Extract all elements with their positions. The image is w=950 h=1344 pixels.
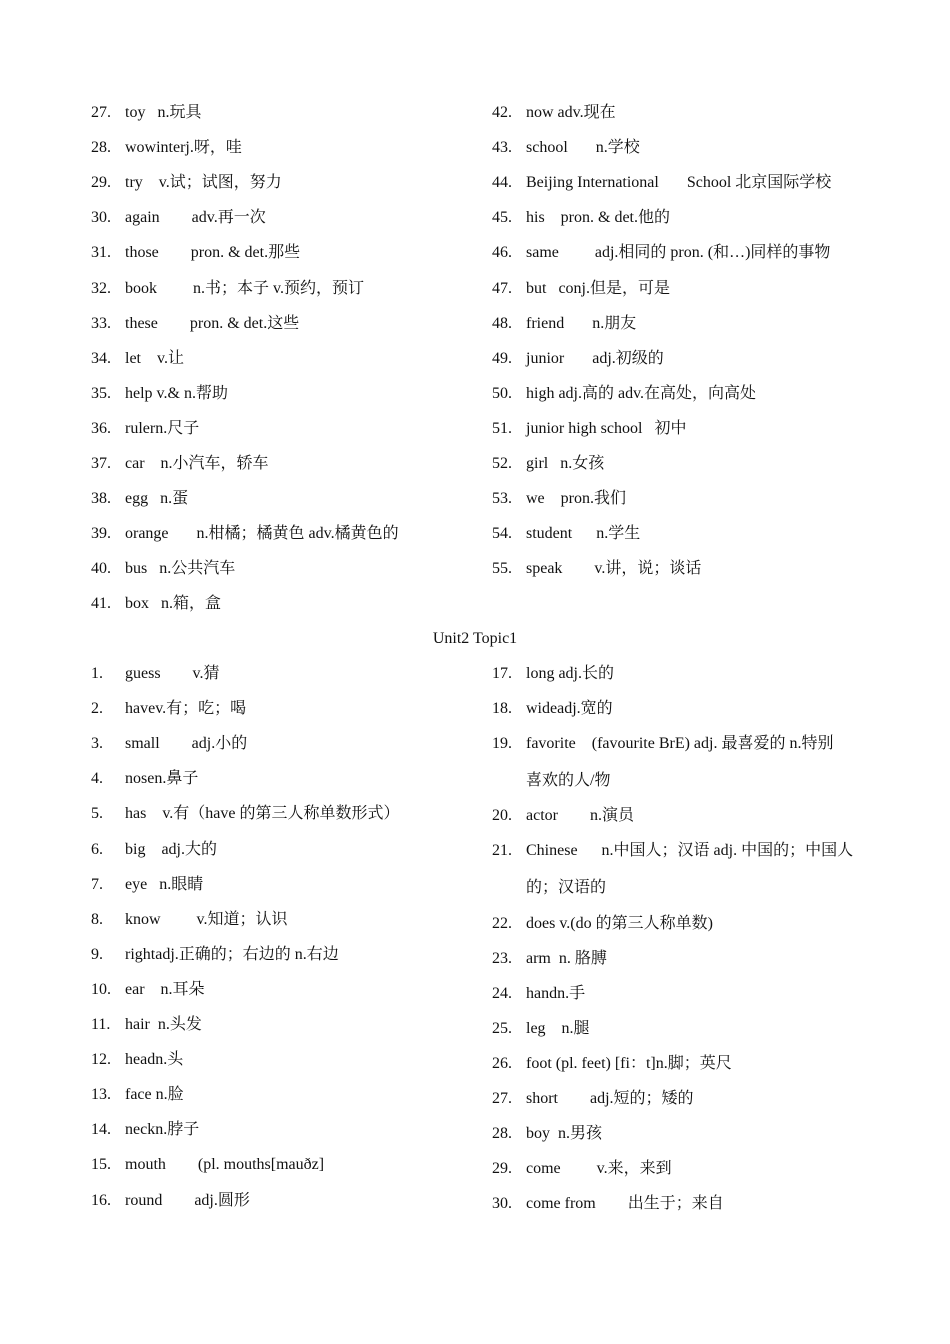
vocab-item-number: 37. xyxy=(91,455,111,472)
vocab-item-entry: has v.有（have 的第三人称单数形式） xyxy=(125,805,400,823)
vocab-item-entry: those pron. & det.那些 xyxy=(125,244,301,262)
vocab-item-number: 18. xyxy=(492,700,512,718)
vocab-item-entry: wowinterj.呀，哇 xyxy=(125,139,242,157)
vocab-item-entry: favorite (favourite BrE) adj. 最喜爱的 n.特别 xyxy=(526,735,834,753)
vocab-item-number: 30. xyxy=(492,1195,512,1213)
vocab-item-entry: speak v.讲，说；谈话 xyxy=(526,560,702,578)
vocab-item-entry: Chinese n.中国人；汉语 adj. 中国的；中国人 xyxy=(526,842,854,860)
vocab-item-number: 6. xyxy=(91,840,103,858)
vocab-item-number: 10. xyxy=(91,980,111,998)
vocab-item-entry: junior high school 初中 xyxy=(526,419,687,437)
vocab-item-entry: orange n.柑橘；橘黄色 adv.橘黄色的 xyxy=(125,525,399,543)
vocab-item-entry: havev.有；吃；喝 xyxy=(125,700,247,718)
vocab-item-continuation: 喜欢的人/物 xyxy=(526,772,611,790)
vocab-item-entry: rightadj.正确的；右边的 n.右边 xyxy=(125,945,339,963)
vocab-item-number: 27. xyxy=(492,1090,512,1107)
vocab-item-entry: friend n.朋友 xyxy=(526,314,637,332)
vocab-item-entry: neckn.脖子 xyxy=(125,1121,200,1139)
vocab-item-number: 46. xyxy=(492,244,512,262)
vocab-item-number: 53. xyxy=(492,490,512,508)
vocab-item-number: 29. xyxy=(91,174,111,192)
vocab-item-entry: eye n.眼睛 xyxy=(125,875,204,893)
vocab-item-number: 27. xyxy=(91,104,111,121)
vocab-item-number: 15. xyxy=(91,1156,111,1174)
vocab-item-number: 5. xyxy=(91,805,103,823)
vocab-item-number: 30. xyxy=(91,209,111,227)
vocab-item-number: 8. xyxy=(91,910,103,928)
vocab-item-entry: big adj.大的 xyxy=(125,840,217,858)
vocab-item-entry: Beijing International School 北京国际学校 xyxy=(526,174,832,192)
vocab-item-entry: small adj.小的 xyxy=(125,735,248,753)
vocab-item-number: 51. xyxy=(492,419,512,437)
vocab-item-number: 17. xyxy=(492,665,512,682)
vocab-item-number: 52. xyxy=(492,455,512,472)
vocab-item-entry: his pron. & det.他的 xyxy=(526,209,670,227)
vocab-item-number: 16. xyxy=(91,1191,111,1209)
vocab-item-number: 28. xyxy=(91,139,111,157)
vocab-item-number: 3. xyxy=(91,735,103,753)
vocab-item-entry: we pron.我们 xyxy=(526,490,626,508)
vocab-item-entry: high adj.高的 adv.在高处，向高处 xyxy=(526,384,757,402)
vocab-item-number: 26. xyxy=(492,1054,512,1072)
vocab-item-entry: short adj.短的；矮的 xyxy=(526,1090,694,1107)
vocab-item-number: 48. xyxy=(492,314,512,332)
vocab-item-entry: now adv.现在 xyxy=(526,104,616,121)
vocab-item-entry: wideadj.宽的 xyxy=(526,700,613,718)
vocab-item-entry: let v.让 xyxy=(125,349,184,367)
vocab-item-number: 55. xyxy=(492,560,512,578)
vocab-item-entry: handn.手 xyxy=(526,984,586,1002)
vocab-item-number: 35. xyxy=(91,384,111,402)
vocab-item-number: 38. xyxy=(91,490,111,508)
vocab-item-number: 39. xyxy=(91,525,111,543)
vocab-item-number: 4. xyxy=(91,770,103,788)
vocab-item-number: 40. xyxy=(91,560,111,578)
vocab-item-number: 32. xyxy=(91,279,111,297)
vocab-item-entry: car n.小汽车，轿车 xyxy=(125,455,269,472)
vocab-item-number: 31. xyxy=(91,244,111,262)
vocab-item-entry: ear n.耳朵 xyxy=(125,980,205,998)
vocab-item-entry: mouth (pl. mouths[mauðz] xyxy=(125,1156,325,1174)
vocab-item-entry: leg n.腿 xyxy=(526,1019,590,1037)
vocab-item-number: 14. xyxy=(91,1121,111,1139)
vocab-item-entry: book n.书；本子 v.预约，预订 xyxy=(125,279,364,297)
vocab-item-continuation: 的；汉语的 xyxy=(526,879,607,897)
vocab-item-entry: girl n.女孩 xyxy=(526,455,605,472)
vocab-item-number: 28. xyxy=(492,1125,512,1143)
vocab-item-entry: help v.& n.帮助 xyxy=(125,384,228,402)
vocab-item-entry: nosen.鼻子 xyxy=(125,770,199,788)
vocab-item-number: 47. xyxy=(492,279,512,297)
vocab-item-entry: box n.箱，盒 xyxy=(125,595,222,613)
vocab-item-entry: same adj.相同的 pron. (和…)同样的事物 xyxy=(526,244,831,262)
vocab-item-entry: face n.脸 xyxy=(125,1086,184,1104)
vocab-item-entry: headn.头 xyxy=(125,1051,184,1069)
vocab-item-number: 11. xyxy=(91,1016,111,1033)
vocab-item-entry: junior adj.初级的 xyxy=(526,349,664,367)
vocab-item-number: 43. xyxy=(492,139,512,157)
vocab-item-number: 7. xyxy=(91,875,103,893)
vocab-item-number: 29. xyxy=(492,1160,512,1178)
vocab-item-entry: but conj.但是，可是 xyxy=(526,279,670,297)
vocab-item-number: 23. xyxy=(492,949,512,967)
vocab-item-number: 12. xyxy=(91,1051,111,1069)
vocab-item-entry: again adv.再一次 xyxy=(125,209,266,227)
vocab-item-entry: come from 出生于；来自 xyxy=(526,1195,724,1213)
vocab-item-number: 42. xyxy=(492,104,512,121)
vocab-item-entry: these pron. & det.这些 xyxy=(125,314,300,332)
vocab-item-entry: rulern.尺子 xyxy=(125,419,200,437)
vocab-item-number: 49. xyxy=(492,349,512,367)
vocab-item-number: 54. xyxy=(492,525,512,543)
vocab-item-number: 25. xyxy=(492,1019,512,1037)
vocab-item-number: 36. xyxy=(91,419,111,437)
vocab-item-entry: student n.学生 xyxy=(526,525,641,543)
vocab-item-number: 44. xyxy=(492,174,512,192)
vocab-item-number: 1. xyxy=(91,665,103,682)
vocab-item-entry: guess v.猜 xyxy=(125,665,220,682)
vocab-item-number: 9. xyxy=(91,945,103,963)
vocab-item-entry: school n.学校 xyxy=(526,139,640,157)
vocab-item-entry: come v.来，来到 xyxy=(526,1160,672,1178)
vocab-item-entry: foot (pl. feet) [fi：t]n.脚；英尺 xyxy=(526,1054,732,1072)
vocab-item-entry: does v.(do 的第三人称单数) xyxy=(526,914,713,932)
vocab-item-number: 41. xyxy=(91,595,111,613)
vocab-item-entry: try v.试；试图，努力 xyxy=(125,174,282,192)
vocab-item-number: 22. xyxy=(492,914,512,932)
vocab-item-number: 20. xyxy=(492,807,512,825)
vocab-item-entry: know v.知道；认识 xyxy=(125,910,288,928)
vocab-item-entry: toy n.玩具 xyxy=(125,104,202,121)
vocab-item-number: 34. xyxy=(91,349,111,367)
vocab-item-entry: bus n.公共汽车 xyxy=(125,560,236,578)
vocab-item-entry: hair n.头发 xyxy=(125,1016,202,1033)
vocab-item-entry: arm n. 胳膊 xyxy=(526,949,607,967)
vocab-item-number: 21. xyxy=(492,842,512,860)
vocab-item-entry: egg n.蛋 xyxy=(125,490,189,508)
vocab-item-entry: long adj.长的 xyxy=(526,665,614,682)
vocab-item-number: 19. xyxy=(492,735,512,753)
vocab-item-number: 33. xyxy=(91,314,111,332)
section-heading: Unit2 Topic1 xyxy=(432,630,518,647)
vocab-item-number: 45. xyxy=(492,209,512,227)
vocab-item-number: 50. xyxy=(492,384,512,402)
vocab-item-number: 2. xyxy=(91,700,103,718)
vocab-item-number: 24. xyxy=(492,984,512,1002)
vocab-item-entry: boy n.男孩 xyxy=(526,1125,603,1143)
vocab-item-entry: actor n.演员 xyxy=(526,807,634,825)
vocab-item-entry: round adj.圆形 xyxy=(125,1191,250,1209)
vocab-item-number: 13. xyxy=(91,1086,111,1104)
